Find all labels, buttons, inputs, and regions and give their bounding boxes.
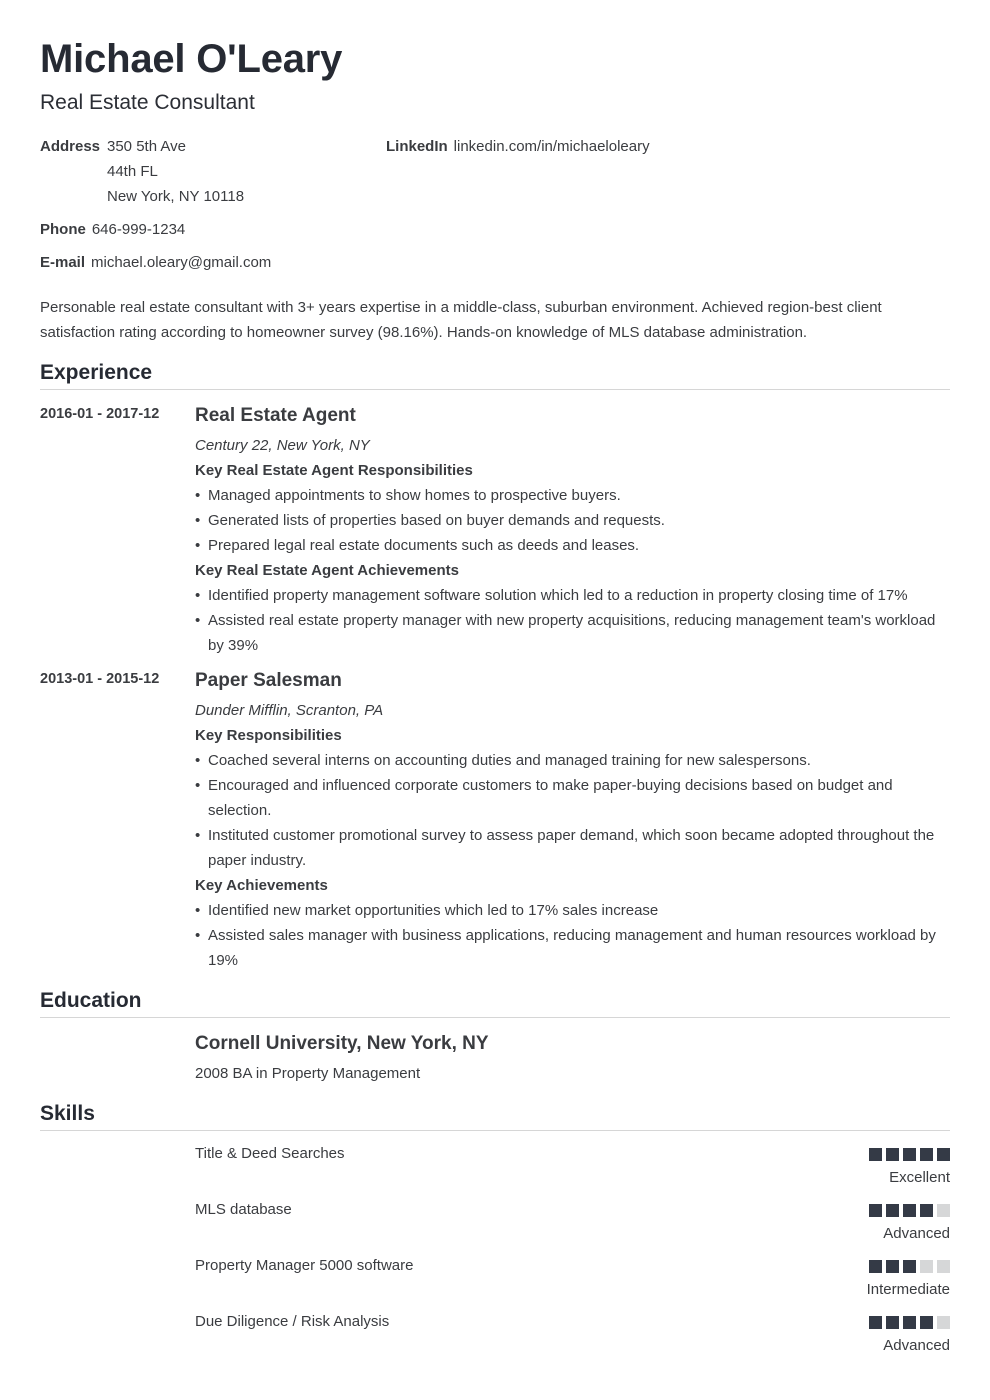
address-lines [107, 134, 244, 209]
rating-square-empty-icon [937, 1260, 950, 1273]
list-item: • Coached several interns on accounting duties and managed training for new salespersons. [195, 748, 950, 773]
skill-item [195, 1144, 950, 1196]
bullet-icon: • [195, 487, 201, 504]
skill-name: Due Diligence / Risk Analysis [195, 1313, 390, 1330]
bullet-icon: • [195, 587, 201, 604]
skill-level: Excellent [889, 1169, 950, 1186]
skill-rating [869, 1260, 950, 1273]
list-item: • Assisted real estate property manager with new property acquisitions, reducing management team's workload by 39% [195, 608, 950, 658]
contact-phone [40, 217, 185, 242]
degree: 2008 BA in Property Management [195, 1065, 421, 1082]
job-body [195, 669, 950, 973]
skill-name: MLS database [195, 1201, 292, 1218]
email-link[interactable]: michael.oleary@gmail.com [91, 254, 272, 271]
rating-square-filled-icon [920, 1316, 933, 1329]
responsibilities-heading: Key Responsibilities [195, 727, 342, 744]
candidate-title: Real Estate Consultant [40, 91, 255, 114]
skill-name: Title & Deed Searches [195, 1145, 345, 1162]
skill-level: Advanced [883, 1225, 950, 1242]
bullet-icon: • [195, 612, 201, 629]
job-dates: 2016-01 - 2017-12 [40, 406, 160, 422]
rating-square-filled-icon [903, 1204, 916, 1217]
job-company: Century 22, New York, NY [195, 437, 370, 454]
rating-square-filled-icon [886, 1260, 899, 1273]
responsibilities-heading: Key Real Estate Agent Responsibilities [195, 462, 473, 479]
rating-square-filled-icon [886, 1316, 899, 1329]
bullet-icon: • [195, 777, 201, 794]
responsibilities-list [195, 748, 950, 873]
list-item: • Identified new market opportunities which led to 17% sales increase [195, 898, 950, 923]
rating-square-filled-icon [903, 1260, 916, 1273]
skill-level: Advanced [883, 1337, 950, 1354]
rating-square-empty-icon [937, 1316, 950, 1329]
summary: Personable real estate consultant with 3+ years expertise in a middle-class, suburban environment. Achieved region-best client satisfaction rating according to homeowner survey (98.16%). Hands-on knowledge of MLS database administration. [40, 299, 882, 341]
bullet-icon: • [195, 512, 201, 529]
candidate-name: Michael O'Leary [40, 37, 343, 81]
education-entry [195, 1032, 489, 1086]
list-item: • Prepared legal real estate documents such as deeds and leases. [195, 533, 950, 558]
rating-square-filled-icon [869, 1316, 882, 1329]
skill-name: Property Manager 5000 software [195, 1257, 414, 1274]
achievements-heading: Key Achievements [195, 877, 328, 894]
section-heading-skills: Skills [40, 1101, 950, 1131]
rating-square-filled-icon [903, 1316, 916, 1329]
skill-rating [869, 1316, 950, 1329]
rating-square-empty-icon [937, 1204, 950, 1217]
phone-label: Phone [40, 221, 86, 238]
email-label: E-mail [40, 254, 86, 271]
job-body [195, 404, 950, 658]
list-item: • Instituted customer promotional survey to assess paper demand, which soon became adopted throughout the paper industry. [195, 823, 950, 873]
list-item: • Generated lists of properties based on buyer demands and requests. [195, 508, 950, 533]
list-item: • Encouraged and influenced corporate customers to make paper-buying decisions based on budget and selection. [195, 773, 950, 823]
skill-item [195, 1200, 950, 1252]
bullet-icon: • [195, 827, 201, 844]
address-line: 44th FL [107, 163, 158, 180]
list-item: • Identified property management software solution which led to a reduction in property closing time of 17% [195, 583, 950, 608]
contact-address [40, 134, 244, 209]
skill-item [195, 1312, 950, 1364]
skill-level: Intermediate [866, 1281, 950, 1298]
skill-rating [869, 1204, 950, 1217]
skill-item [195, 1256, 950, 1308]
list-item: • Managed appointments to show homes to prospective buyers. [195, 483, 950, 508]
linkedin-label: LinkedIn [386, 138, 448, 155]
achievements-list [195, 898, 950, 973]
rating-square-filled-icon [869, 1148, 882, 1161]
bullet-icon: • [195, 537, 201, 554]
bullet-icon: • [195, 752, 201, 769]
rating-square-filled-icon [886, 1204, 899, 1217]
rating-square-empty-icon [920, 1260, 933, 1273]
section-heading-education: Education [40, 988, 950, 1018]
rating-square-filled-icon [886, 1148, 899, 1161]
rating-square-filled-icon [869, 1260, 882, 1273]
rating-square-filled-icon [903, 1148, 916, 1161]
phone-value: 646-999-1234 [91, 221, 186, 238]
job-company: Dunder Mifflin, Scranton, PA [195, 702, 384, 719]
rating-square-filled-icon [920, 1148, 933, 1161]
section-heading-experience: Experience [40, 360, 950, 390]
linkedin-link[interactable]: linkedin.com/in/michaeloleary [453, 138, 650, 155]
skill-rating [869, 1148, 950, 1161]
rating-square-filled-icon [869, 1204, 882, 1217]
job-role: Real Estate Agent [195, 405, 356, 426]
rating-square-filled-icon [920, 1204, 933, 1217]
list-item: • Assisted sales manager with business applications, reducing management and human resources workload by 19% [195, 923, 950, 973]
achievements-list [195, 583, 950, 658]
contact-linkedin [386, 134, 650, 159]
responsibilities-list [195, 483, 950, 558]
bullet-icon: • [195, 927, 201, 944]
address-line: New York, NY 10118 [107, 188, 245, 205]
job-role: Paper Salesman [195, 670, 342, 691]
job-dates: 2013-01 - 2015-12 [40, 671, 160, 687]
achievements-heading: Key Real Estate Agent Achievements [195, 562, 459, 579]
bullet-icon: • [195, 902, 201, 919]
address-label: Address [40, 138, 101, 155]
school-name: Cornell University, New York, NY [195, 1033, 489, 1054]
address-line: 350 5th Ave [107, 138, 186, 155]
rating-square-filled-icon [937, 1148, 950, 1161]
contact-email [40, 250, 271, 275]
